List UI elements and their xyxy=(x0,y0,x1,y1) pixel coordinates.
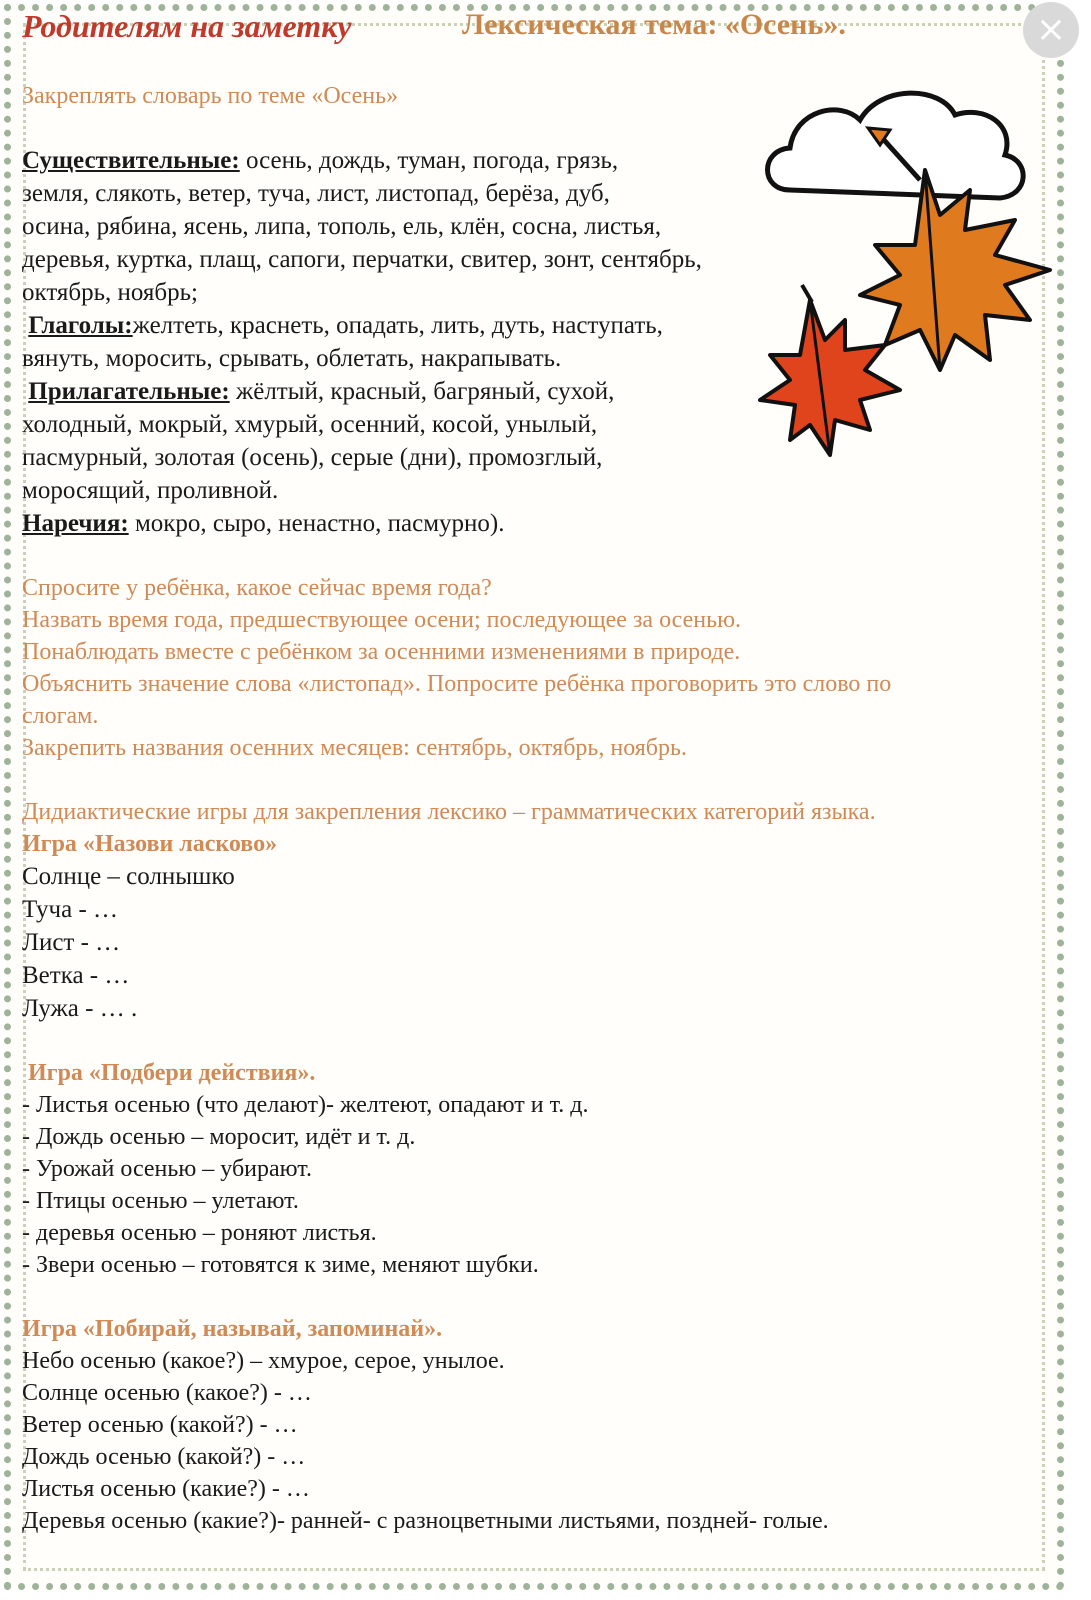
header xyxy=(22,8,1011,52)
nouns-line: земля, слякоть, ветер, туча, лист, листопад, берёза, дуб, xyxy=(22,180,610,207)
adjectives-line: холодный, мокрый, хмурый, осенний, косой, унылый, xyxy=(22,411,598,438)
game-3-line: Листья осенью (какие?) - … xyxy=(22,1476,310,1502)
document-body xyxy=(22,80,1042,1537)
game-1-line: Ветка - … xyxy=(22,962,130,989)
games-intro: Дидиактические игры для закрепления лексико – грамматических категорий языка. xyxy=(22,799,876,825)
game-1 xyxy=(22,828,1042,1025)
game-3-line: Деревья осенью (какие?)- ранней- с разноцветными листьями, поздней- голые. xyxy=(22,1508,829,1534)
game-1-line: Туча - … xyxy=(22,896,119,923)
game-3-line: Небо осенью (какое?) – хмурое, серое, унылое. xyxy=(22,1348,505,1374)
tasks-section xyxy=(22,572,1042,764)
adjectives-line: моросящий, проливной. xyxy=(22,477,279,504)
task-line: Объяснить значение слова «листопад». Попросите ребёнка проговорить это слово по xyxy=(22,671,892,697)
game-2-title-text: Игра «Подбери действия». xyxy=(28,1060,316,1086)
adjectives-line: жёлтый, красный, багряный, сухой, xyxy=(229,378,615,405)
game-3-line: Ветер осенью (какой?) - … xyxy=(22,1412,298,1438)
nouns-line: октябрь, ноябрь; xyxy=(22,279,199,306)
nouns-line: осина, рябина, ясень, липа, тополь, ель, клён, сосна, листья, xyxy=(22,213,662,240)
game-2-line: - Звери осенью – готовятся к зиме, меняют шубки. xyxy=(22,1252,539,1278)
nouns-line: осень, дождь, туман, погода, грязь, xyxy=(239,147,619,174)
game-3-title: Игра «Побирай, называй, запоминай». xyxy=(22,1316,443,1342)
game-3-line: Дождь осенью (какой?) - … xyxy=(22,1444,306,1470)
verbs-label: Глаголы: xyxy=(28,312,133,339)
game-3-line: Солнце осенью (какое?) - … xyxy=(22,1380,312,1406)
header-right-title: Лексическая тема: «Осень». xyxy=(462,8,846,41)
task-line: Назвать время года, предшествующее осени; последующее за осенью. xyxy=(22,607,741,633)
adjectives-label: Прилагательные: xyxy=(28,378,230,405)
game-2-line: - Урожай осенью – убирают. xyxy=(22,1156,312,1182)
vocab-section xyxy=(22,144,802,540)
verbs-line: желтеть, краснеть, опадать, лить, дуть, наступать, xyxy=(132,312,663,339)
nouns-line: деревья, куртка, плащ, сапоги, перчатки, свитер, зонт, сентябрь, xyxy=(22,246,702,273)
header-left-title: Родителям на заметку xyxy=(22,8,352,44)
task-line: Понаблюдать вместе с ребёнком за осенними изменениями в природе. xyxy=(22,639,741,665)
game-2-line: - Дождь осенью – моросит, идёт и т. д. xyxy=(22,1124,416,1150)
nouns-label: Существительные: xyxy=(22,147,240,174)
game-2-line: - деревья осенью – роняют листья. xyxy=(22,1220,377,1246)
adjectives-line: пасмурный, золотая (осень), серые (дни), промозглый, xyxy=(22,444,603,471)
game-2-line: - Листья осенью (что делают)- желтеют, опадают и т. д. xyxy=(22,1092,589,1118)
game-1-title: Игра «Назови ласково» xyxy=(22,831,278,857)
intro-line: Закреплять словарь по теме «Осень» xyxy=(22,83,399,109)
task-line: Закрепить названия осенних месяцев: сентябрь, октябрь, ноябрь. xyxy=(22,735,687,761)
game-1-line: Лист - … xyxy=(22,929,121,956)
task-line: слогам. xyxy=(22,703,99,729)
verbs-line: вянуть, моросить, срывать, облетать, накрапывать. xyxy=(22,345,562,372)
adverbs-line: мокро, сыро, ненастно, пасмурно). xyxy=(128,510,505,537)
close-icon[interactable]: × xyxy=(1023,2,1079,58)
game-3 xyxy=(22,1313,1042,1537)
task-line: Спросите у ребёнка, какое сейчас время года? xyxy=(22,575,492,601)
adverbs-label: Наречия: xyxy=(22,510,129,537)
game-1-line: Лужа - … . xyxy=(22,995,138,1022)
game-1-line: Солнце – солнышко xyxy=(22,863,235,890)
game-2 xyxy=(22,1057,1042,1281)
game-2-line: - Птицы осенью – улетают. xyxy=(22,1188,299,1214)
game-2-title xyxy=(22,1057,1042,1089)
